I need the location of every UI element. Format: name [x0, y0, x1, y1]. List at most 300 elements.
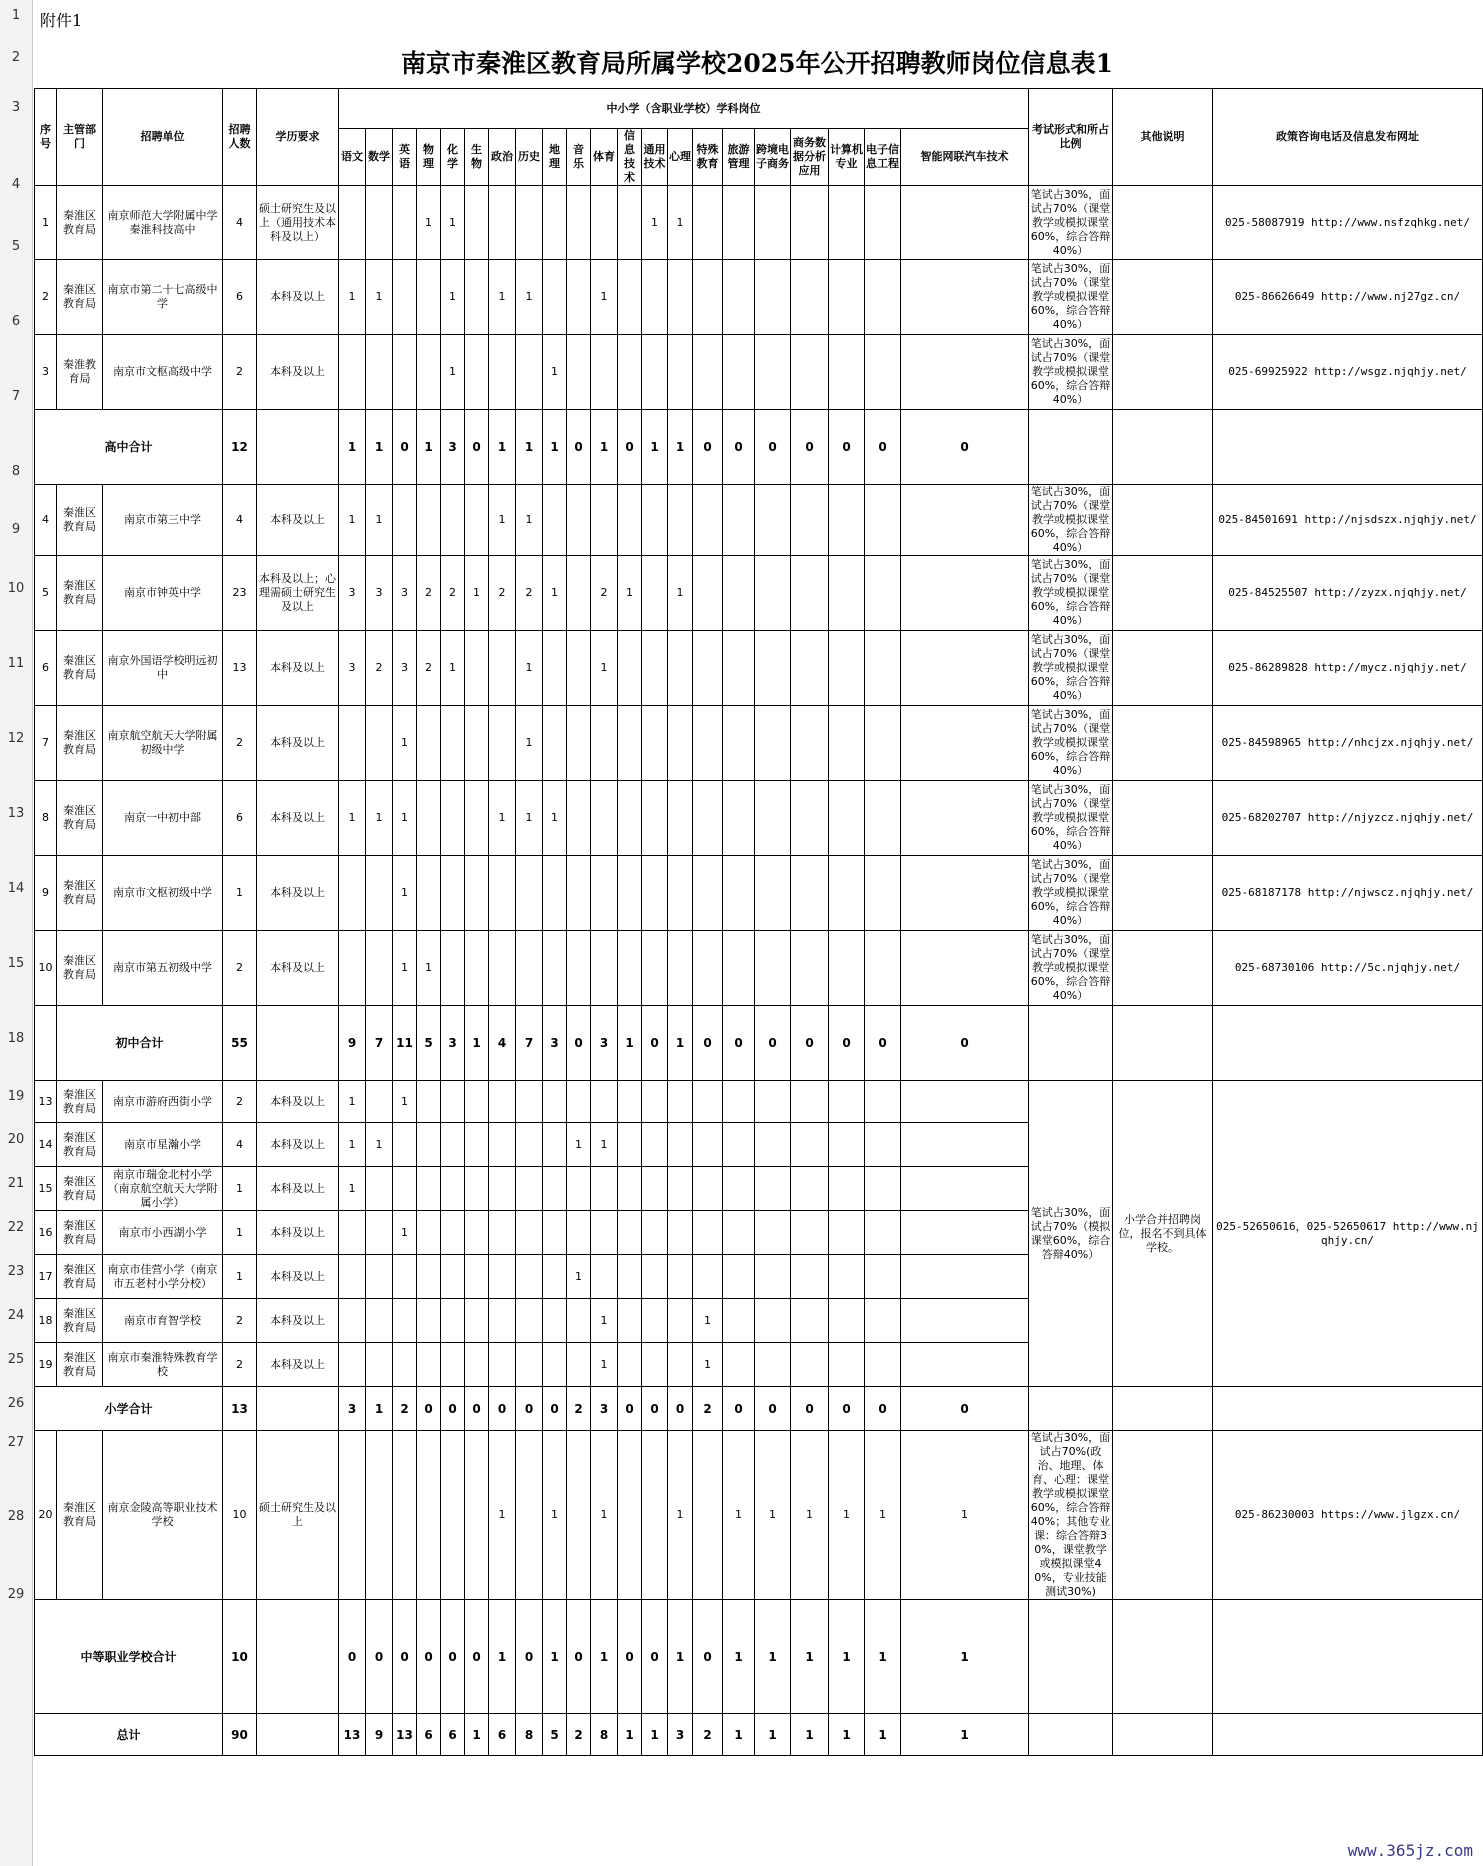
subject-count-cell: [567, 1299, 591, 1343]
subject-count-cell: 0: [618, 1600, 642, 1714]
contact-cell: 025-58087919 http://www.nsfzqhkg.net/: [1213, 186, 1483, 260]
other-cell: [1113, 335, 1213, 410]
subject-count-cell: 1: [516, 485, 543, 556]
subject-count-cell: [755, 260, 791, 335]
row-number[interactable]: 25: [7, 1352, 25, 1367]
subject-count-cell: [829, 485, 865, 556]
subject-count-cell: 1: [723, 1431, 755, 1600]
subject-count-cell: [668, 1299, 693, 1343]
total-count: 90: [223, 1714, 257, 1756]
header-row-top: [35, 89, 1483, 129]
other-cell: [1113, 706, 1213, 781]
dept-cell: 秦淮区教育局: [57, 1343, 103, 1387]
subject-count-cell: [829, 1299, 865, 1343]
count-cell: 4: [223, 485, 257, 556]
subject-count-cell: 1: [393, 931, 417, 1006]
row-number[interactable]: 21: [7, 1176, 25, 1191]
other-cell: [1113, 556, 1213, 631]
subject-count-cell: 0: [642, 1387, 668, 1431]
edu-cell: 本科及以上；心理需硕士研究生及以上: [257, 556, 339, 631]
subject-count-cell: [567, 260, 591, 335]
subject-count-cell: 1: [393, 781, 417, 856]
subject-count-cell: 1: [591, 631, 618, 706]
subject-count-cell: 1: [723, 1714, 755, 1756]
subject-count-cell: [791, 1167, 829, 1211]
edu-cell: 本科及以上: [257, 485, 339, 556]
subject-count-cell: 1: [829, 1431, 865, 1600]
subject-count-cell: [417, 1343, 441, 1387]
subject-count-cell: [723, 485, 755, 556]
edu-cell: 本科及以上: [257, 1081, 339, 1123]
subject-count-cell: [516, 1167, 543, 1211]
subject-count-cell: 1: [441, 186, 465, 260]
subject-count-cell: [567, 1431, 591, 1600]
row-number[interactable]: 18: [7, 1030, 25, 1046]
subject-count-cell: 1: [755, 1431, 791, 1600]
row-number[interactable]: 26: [7, 1396, 25, 1411]
seq-cell: 18: [35, 1299, 57, 1343]
subject-count-cell: [829, 1343, 865, 1387]
subject-count-cell: 5: [417, 1006, 441, 1081]
header-subject: 体育: [591, 129, 618, 186]
subject-count-cell: [642, 1211, 668, 1255]
edu-cell: 本科及以上: [257, 1167, 339, 1211]
subject-count-cell: [567, 706, 591, 781]
subject-count-cell: [642, 781, 668, 856]
subject-count-cell: [441, 931, 465, 1006]
subject-count-cell: [693, 1081, 723, 1123]
edu-cell: 本科及以上: [257, 260, 339, 335]
total-blank: [257, 1387, 339, 1431]
row-number[interactable]: 27: [7, 1435, 25, 1450]
subject-count-cell: [829, 186, 865, 260]
total-label: 总计: [35, 1714, 223, 1756]
exam-cell: 笔试占30%，面试占70%（课堂教学或模拟课堂60%，综合答辩40%）: [1029, 260, 1113, 335]
subject-count-cell: 7: [366, 1006, 393, 1081]
subject-count-cell: [489, 1081, 516, 1123]
subject-count-cell: [668, 1343, 693, 1387]
total-blank: [257, 1714, 339, 1756]
exam-cell: 笔试占30%，面试占70%（课堂教学或模拟课堂60%，综合答辩40%）: [1029, 186, 1113, 260]
subject-count-cell: [489, 706, 516, 781]
recruitment-table: [34, 88, 1483, 1756]
dept-cell: 秦淮区教育局: [57, 631, 103, 706]
other-cell: [1113, 781, 1213, 856]
subject-count-cell: [417, 1299, 441, 1343]
row-number[interactable]: 14: [7, 880, 25, 896]
row-number[interactable]: 20: [7, 1132, 25, 1147]
row-number[interactable]: 28: [7, 1509, 25, 1524]
subject-count-cell: [339, 931, 366, 1006]
subject-count-cell: [618, 706, 642, 781]
subject-count-cell: [642, 1343, 668, 1387]
other-cell: [1113, 631, 1213, 706]
subject-count-cell: 1: [339, 485, 366, 556]
total-count: 55: [223, 1006, 257, 1081]
count-cell: 2: [223, 1343, 257, 1387]
contact-cell: 025-68730106 http://5c.njqhjy.net/: [1213, 931, 1483, 1006]
subject-count-cell: [591, 781, 618, 856]
row-number[interactable]: 24: [7, 1308, 25, 1323]
subject-count-cell: [901, 186, 1029, 260]
subject-count-cell: [865, 781, 901, 856]
subject-count-cell: [865, 186, 901, 260]
subject-count-cell: [693, 631, 723, 706]
subject-count-cell: 8: [591, 1714, 618, 1756]
subject-count-cell: [829, 335, 865, 410]
subject-count-cell: [901, 1211, 1029, 1255]
header-subject: 心理: [668, 129, 693, 186]
row-number[interactable]: 19: [7, 1089, 25, 1104]
subject-count-cell: [567, 335, 591, 410]
subject-count-cell: 0: [366, 1600, 393, 1714]
count-cell: 1: [223, 856, 257, 931]
subject-count-cell: [693, 335, 723, 410]
row-number[interactable]: 1: [11, 8, 21, 23]
total-label: 小学合计: [35, 1387, 223, 1431]
subject-count-cell: 3: [339, 631, 366, 706]
edu-cell: 本科及以上: [257, 856, 339, 931]
subject-count-cell: [417, 260, 441, 335]
subject-count-cell: 13: [339, 1714, 366, 1756]
subject-count-cell: [417, 485, 441, 556]
attachment-label: 附件1: [40, 11, 83, 30]
unit-cell: 南京市第五初级中学: [103, 931, 223, 1006]
subject-count-cell: 1: [516, 410, 543, 485]
subject-count-cell: [791, 1255, 829, 1299]
subject-count-cell: [417, 1081, 441, 1123]
subject-count-cell: [366, 1299, 393, 1343]
subject-count-cell: [543, 1081, 567, 1123]
subject-count-cell: 1: [642, 410, 668, 485]
header-subject: 信息技术: [618, 129, 642, 186]
subject-count-cell: [516, 1123, 543, 1167]
subject-count-cell: [366, 856, 393, 931]
row-number[interactable]: 9: [11, 522, 21, 537]
subject-count-cell: 0: [489, 1387, 516, 1431]
subject-count-cell: 2: [366, 631, 393, 706]
subject-count-cell: 1: [543, 410, 567, 485]
subject-count-cell: [516, 1431, 543, 1600]
subject-count-cell: [642, 556, 668, 631]
subject-count-cell: [465, 781, 489, 856]
subject-count-cell: 0: [642, 1006, 668, 1081]
row-number[interactable]: 29: [7, 1587, 25, 1602]
unit-cell: 南京市第二十七高级中学: [103, 260, 223, 335]
seq-cell: 16: [35, 1211, 57, 1255]
row-number[interactable]: 15: [7, 955, 25, 971]
count-cell: 1: [223, 1211, 257, 1255]
seq-cell: 2: [35, 260, 57, 335]
subject-count-cell: [865, 631, 901, 706]
page-title: 南京市秦淮区教育局所属学校2025年公开招聘教师岗位信息表1: [401, 49, 1113, 78]
subject-count-cell: 3: [591, 1387, 618, 1431]
subject-count-cell: [642, 485, 668, 556]
subject-count-cell: [865, 856, 901, 931]
subject-count-cell: 2: [516, 556, 543, 631]
subject-count-cell: [543, 706, 567, 781]
subject-count-cell: [441, 1123, 465, 1167]
subject-count-cell: [591, 1167, 618, 1211]
subject-count-cell: 3: [339, 556, 366, 631]
subject-count-cell: [693, 781, 723, 856]
subject-count-cell: [591, 1255, 618, 1299]
subject-count-cell: [642, 1299, 668, 1343]
subject-count-cell: [441, 1211, 465, 1255]
subject-count-cell: 1: [489, 485, 516, 556]
edu-cell: 本科及以上: [257, 1255, 339, 1299]
subject-count-cell: [668, 335, 693, 410]
subject-count-cell: 0: [829, 1006, 865, 1081]
exam-cell: 笔试占30%，面试占70%（课堂教学或模拟课堂60%，综合答辩40%）: [1029, 931, 1113, 1006]
contact-cell: 025-86626649 http://www.nj27gz.cn/: [1213, 260, 1483, 335]
row-number[interactable]: 2: [11, 50, 21, 65]
subject-count-cell: [489, 1343, 516, 1387]
exam-cell: 笔试占30%，面试占70%(政治、地理、体育、心理：课堂教学或模拟课堂60%，综合答辩40%；其他专业课：综合答辩30%，课堂教学或模拟课堂40%，专业技能测试30%): [1029, 1431, 1113, 1600]
subject-count-cell: [393, 1299, 417, 1343]
subject-count-cell: [441, 706, 465, 781]
subject-count-cell: 1: [618, 556, 642, 631]
subject-count-cell: [543, 485, 567, 556]
header-subject: 智能网联汽车技术: [901, 129, 1029, 186]
unit-cell: 南京市文枢初级中学: [103, 856, 223, 931]
header-subject: 物理: [417, 129, 441, 186]
subject-count-cell: 1: [668, 1006, 693, 1081]
subject-count-cell: 0: [723, 1387, 755, 1431]
subject-count-cell: [543, 1167, 567, 1211]
subject-count-cell: [567, 781, 591, 856]
subject-count-cell: [865, 1343, 901, 1387]
subject-count-cell: 1: [366, 781, 393, 856]
subject-count-cell: [465, 1211, 489, 1255]
subject-count-cell: [791, 1299, 829, 1343]
subject-count-cell: 1: [591, 410, 618, 485]
seq-cell: 7: [35, 706, 57, 781]
seq-cell: 6: [35, 631, 57, 706]
table-row: [35, 781, 1483, 856]
dept-cell: 秦淮区教育局: [57, 706, 103, 781]
subject-count-cell: [829, 931, 865, 1006]
seq-cell: 3: [35, 335, 57, 410]
subject-count-cell: 1: [901, 1600, 1029, 1714]
row-number[interactable]: 11: [7, 655, 25, 671]
total-label: 中等职业学校合计: [35, 1600, 223, 1714]
header-subject: 化学: [441, 129, 465, 186]
dept-cell: 秦淮区教育局: [57, 1299, 103, 1343]
count-cell: 4: [223, 1123, 257, 1167]
row-number[interactable]: 5: [11, 239, 21, 254]
row-number[interactable]: 7: [11, 388, 21, 404]
subject-count-cell: 1: [567, 1123, 591, 1167]
subject-count-cell: 1: [668, 1600, 693, 1714]
subject-count-cell: [901, 1081, 1029, 1123]
header-subject: 语文: [339, 129, 366, 186]
count-cell: 2: [223, 706, 257, 781]
subject-count-cell: [567, 556, 591, 631]
subject-count-cell: [489, 1211, 516, 1255]
subject-count-cell: 9: [339, 1006, 366, 1081]
subject-count-cell: 1: [829, 1714, 865, 1756]
edu-cell: 本科及以上: [257, 631, 339, 706]
subject-count-cell: [366, 1081, 393, 1123]
subject-count-cell: [829, 856, 865, 931]
subject-count-cell: [516, 856, 543, 931]
subject-count-cell: 0: [755, 1006, 791, 1081]
subject-count-cell: [755, 631, 791, 706]
subject-count-cell: [441, 856, 465, 931]
table-row: [35, 631, 1483, 706]
row-number[interactable]: 10: [7, 580, 25, 596]
subject-count-cell: [829, 1255, 865, 1299]
subject-count-cell: 1: [441, 260, 465, 335]
row-number[interactable]: 8: [11, 463, 21, 479]
subject-count-cell: 0: [755, 1387, 791, 1431]
table-row: [35, 485, 1483, 556]
subject-count-cell: [618, 186, 642, 260]
subject-count-cell: [591, 1211, 618, 1255]
subject-count-cell: [755, 485, 791, 556]
edu-cell: 本科及以上: [257, 706, 339, 781]
subject-count-cell: 1: [693, 1299, 723, 1343]
subject-count-cell: [441, 1167, 465, 1211]
subject-count-cell: [339, 1255, 366, 1299]
unit-cell: 南京航空航天大学附属初级中学: [103, 706, 223, 781]
unit-cell: 南京市小西湖小学: [103, 1211, 223, 1255]
unit-cell: 南京师范大学附属中学秦淮科技高中: [103, 186, 223, 260]
subject-count-cell: 1: [465, 1006, 489, 1081]
other-cell: [1113, 1431, 1213, 1600]
other-cell: 小学合并招聘岗位，报名不到具体学校。: [1113, 1081, 1213, 1387]
subject-count-cell: [865, 335, 901, 410]
row-number[interactable]: 3: [11, 100, 21, 115]
subject-count-cell: 0: [901, 1387, 1029, 1431]
subject-count-cell: [618, 1167, 642, 1211]
dept-cell: 秦淮区教育局: [57, 1123, 103, 1167]
total-blank: [1029, 410, 1113, 485]
subject-count-cell: 1: [465, 556, 489, 631]
subject-count-cell: [668, 931, 693, 1006]
subject-count-cell: [723, 1081, 755, 1123]
subject-count-cell: [393, 1167, 417, 1211]
subject-count-cell: [465, 260, 489, 335]
unit-cell: 南京市佳营小学（南京市五老村小学分校）: [103, 1255, 223, 1299]
row-number[interactable]: 12: [7, 730, 25, 746]
contact-cell: 025-84598965 http://nhcjzx.njqhjy.net/: [1213, 706, 1483, 781]
subject-count-cell: [668, 856, 693, 931]
subject-count-cell: [693, 556, 723, 631]
total-blank: [1029, 1006, 1113, 1081]
seq-cell: 4: [35, 485, 57, 556]
table-row: [35, 260, 1483, 335]
subject-count-cell: [865, 706, 901, 781]
subject-count-cell: 0: [901, 410, 1029, 485]
subject-count-cell: [642, 1167, 668, 1211]
edu-cell: 本科及以上: [257, 1343, 339, 1387]
subject-count-cell: [441, 485, 465, 556]
unit-cell: 南京金陵高等职业技术学校: [103, 1431, 223, 1600]
subject-count-cell: [366, 335, 393, 410]
subject-count-cell: [489, 931, 516, 1006]
row-number[interactable]: 6: [11, 313, 21, 329]
subject-count-cell: [516, 1343, 543, 1387]
total-blank: [1213, 1006, 1483, 1081]
seq-cell: 15: [35, 1167, 57, 1211]
row-number[interactable]: 23: [7, 1264, 25, 1279]
unit-cell: 南京一中初中部: [103, 781, 223, 856]
subject-count-cell: 1: [366, 260, 393, 335]
header-subject: 特殊教育: [693, 129, 723, 186]
subject-count-cell: [366, 706, 393, 781]
subject-count-cell: [489, 1255, 516, 1299]
subject-count-cell: 1: [901, 1431, 1029, 1600]
subject-count-cell: [543, 1343, 567, 1387]
total-blank: [1113, 1600, 1213, 1714]
subject-count-cell: 1: [755, 1714, 791, 1756]
subject-count-cell: [393, 1343, 417, 1387]
total-count: 12: [223, 410, 257, 485]
subject-count-cell: [901, 706, 1029, 781]
subject-count-cell: [668, 260, 693, 335]
subject-count-cell: [693, 1167, 723, 1211]
subject-count-cell: [543, 260, 567, 335]
subject-count-cell: [723, 1299, 755, 1343]
subject-count-cell: [901, 260, 1029, 335]
edu-cell: 本科及以上: [257, 1211, 339, 1255]
subject-count-cell: [723, 856, 755, 931]
exam-cell: 笔试占30%，面试占70%（课堂教学或模拟课堂60%，综合答辩40%）: [1029, 556, 1113, 631]
subject-count-cell: 1: [668, 410, 693, 485]
subject-count-cell: [693, 1431, 723, 1600]
subject-count-cell: [755, 856, 791, 931]
subject-count-cell: 2: [591, 556, 618, 631]
row-number[interactable]: 13: [7, 805, 25, 821]
unit-cell: 南京市瑞金北村小学（南京航空航天大学附属小学）: [103, 1167, 223, 1211]
subject-count-cell: [618, 1123, 642, 1167]
subject-count-cell: [693, 260, 723, 335]
subject-count-cell: 9: [366, 1714, 393, 1756]
subject-count-cell: [618, 1211, 642, 1255]
total-blank: [1113, 1714, 1213, 1756]
row-number[interactable]: 22: [7, 1220, 25, 1235]
dept-cell: 秦淮区教育局: [57, 556, 103, 631]
count-cell: 10: [223, 1431, 257, 1600]
header-subject: 生物: [465, 129, 489, 186]
subject-count-cell: [901, 1343, 1029, 1387]
subject-count-cell: 2: [489, 556, 516, 631]
subject-count-cell: 1: [441, 631, 465, 706]
subject-count-cell: 1: [516, 781, 543, 856]
subject-count-cell: 1: [618, 1006, 642, 1081]
subject-count-cell: 1: [668, 186, 693, 260]
total-blank: [1029, 1387, 1113, 1431]
header-subject: 跨境电子商务: [755, 129, 791, 186]
subject-count-cell: 1: [417, 410, 441, 485]
subject-count-cell: 1: [489, 1600, 516, 1714]
subject-count-cell: [865, 1123, 901, 1167]
subject-count-cell: 0: [441, 1600, 465, 1714]
total-blank: [1029, 1714, 1113, 1756]
table-row: [35, 1081, 1483, 1123]
subject-count-cell: [668, 1081, 693, 1123]
subject-count-cell: [516, 931, 543, 1006]
subject-count-cell: 1: [618, 1714, 642, 1756]
header-subject: 历史: [516, 129, 543, 186]
subject-count-cell: [366, 1431, 393, 1600]
subject-count-cell: 13: [393, 1714, 417, 1756]
subject-count-cell: [755, 706, 791, 781]
subject-count-cell: [865, 260, 901, 335]
row-number[interactable]: 4: [11, 177, 21, 192]
